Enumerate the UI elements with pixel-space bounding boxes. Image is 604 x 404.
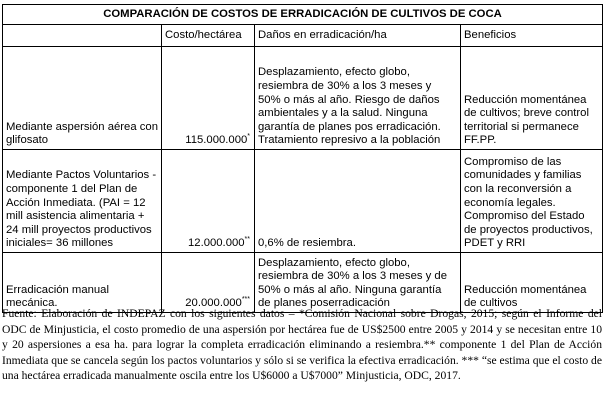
benefits-cell: Reducción momentánea de cultivos; breve control territorial si permanece FF.PP.: [461, 47, 603, 150]
method-cell: Erradicación manual mecánica.: [3, 253, 162, 313]
header-damages: Daños en erradicación/ha: [255, 25, 461, 47]
damages-cell: Desplazamiento, efecto globo, resiembra de 30% a los 3 meses y 50% o más al año. Riesgo de daños ambientales y a la salud. Ninguna garantía de planes pos erradicación. Tratamiento represivo a la población: [255, 47, 461, 150]
benefits-cell: Reducción momentánea de cultivos: [461, 253, 603, 313]
document-page: [2, 0, 602, 404]
header-cost: Costo/hectárea: [162, 25, 255, 47]
benefits-cell: Compromiso de las comunidades y familias con la reconversión a economía legales. Compromiso del Estado de proyectos productivos, PDET y RRI: [461, 150, 603, 253]
cost-footnote-mark: *: [247, 133, 250, 141]
table-title: COMPARACIÓN DE COSTOS DE ERRADICACIÓN DE CULTIVOS DE COCA: [3, 5, 603, 25]
header-benefits: Beneficios: [461, 25, 603, 47]
cost-footnote-mark: **: [244, 236, 250, 244]
header-method: [3, 25, 162, 47]
cost-footnote-mark: ***: [241, 296, 250, 304]
method-cell: Mediante aspersión aérea con glifosato: [3, 47, 162, 150]
cost-cell: [162, 150, 255, 253]
cost-value: 12.000.000: [188, 237, 245, 250]
table-row: [3, 253, 603, 313]
damages-cell: Desplazamiento, efecto globo, resiembra de 30% a los 3 meses y de 50% o más al año. Ninguna garantía de planes poserradicación: [255, 253, 461, 313]
source-footnote: Fuente: Elaboración de INDEPAZ con los siguientes datos – *Comisión Nacional sobre Drogas, 2015; según el Informe del ODC de Minjusticia, el costo promedio de una aspersión por hectárea fue de US$2500 entre 2005 y 2014 y se necesitan entre 10 y 20 aspersiones a esa ha. para lograr la completa erradicación eliminando a resiembra.** componente 1 del Plan de Acción Inmediata que se cancela según los pactos voluntarios y sólo si se verifica la efectiva erradicación. *** “se estima que el costo de una hectárea erradicada manualmente oscila entre los U$6000 a U$7000” Minjusticia, ODC, 2017.: [2, 307, 602, 383]
cost-value: 115.000.000: [185, 134, 248, 147]
table-header-row: [3, 25, 603, 47]
cost-value: 20.000.000: [185, 297, 242, 310]
cost-cell: [162, 253, 255, 313]
damages-cell: 0,6% de resiembra.: [255, 150, 461, 253]
cost-comparison-table: [2, 4, 603, 313]
cost-cell: [162, 47, 255, 150]
table-row: [3, 150, 603, 253]
table-row: [3, 47, 603, 150]
method-cell: Mediante Pactos Voluntarios - componente 1 del Plan de Acción Inmediata. (PAI = 12 mill asistencia alimentaria + 24 mill proyectos productivos iniciales= 36 millones: [3, 150, 162, 253]
table-title-row: [3, 5, 603, 25]
